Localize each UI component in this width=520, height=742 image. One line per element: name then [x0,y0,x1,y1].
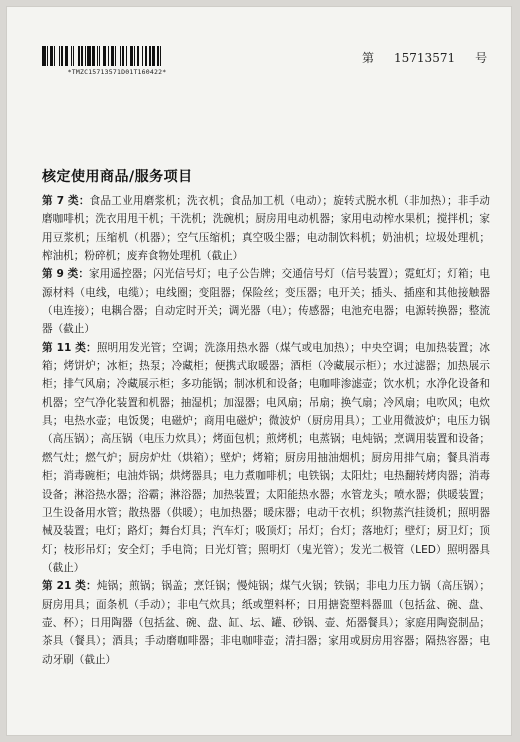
barcode-text: *TMZC15713571D01T160422* [67,68,167,76]
class-items: 食品工业用磨浆机；洗衣机；食品加工机（电动）；旋转式脱水机（非加热）；非手动磨咖啡机；洗衣用甩干机；干洗机；洗碗机；厨房用电动机器；家用电动榨水果机；搅拌机；家用豆浆机；压缩机（机器）；空气压缩机；真空吸尘器；电动制饮料机；奶油机；垃圾处理机；榨油机；粉碎机；废弃食物处理机（截止） [42,195,490,263]
registration-number [362,49,487,66]
class-label: 第 11 类： [42,341,97,354]
goods-list [42,192,490,669]
page-title: 核定使用商品/服务项目 [42,169,193,185]
certificate-page [6,6,512,736]
class-items: 照明用发光管；空调；洗涤用热水器（煤气或电加热）；中央空调；电加热装置；冰箱；烤饼炉；冰柜；热泵；冷藏柜；便携式取暖器；酒柜（冷藏展示柜）；水过滤器；加热展示柜；排气风扇；冷藏展示柜；多功能锅；制冰机和设备；电咖啡渗滤壶；饮水机；水净化设备和机器；空气净化装置和机器；抽湿机；加湿器；电风扇；吊扇；换气扇；冷风扇；电吹风；电炊具；电热水壶；电饭煲；电磁炉；商用电磁炉；微波炉（厨房用具）；工业用微波炉；电压力锅（高压锅）；高压锅（电压力炊具）；烤面包机；煎烤机；电蒸锅；电炖锅；烹调用装置和设备；燃气灶；燃气炉；厨房炉灶（烘箱）；壁炉；烤箱；厨房用抽油烟机；厨房用排气扇；餐具消毒柜；消毒碗柜；电油炸锅；烘烤器具；电力煮咖啡机；电铁锅；太阳灶；电热翻转烤肉器；消毒设备；淋浴热水器；浴霸；淋浴器；加热装置；太阳能热水器；水管龙头；喷水器；供暖装置；卫生设备用水管；散热器（供暖）；电加热器；暖床器；电动干衣机；织物蒸汽挂烫机；照明器械及装置；电灯；路灯；舞台灯具；汽车灯；吸顶灯；吊灯；台灯；落地灯；壁灯；厨卫灯；顶灯；枝形吊灯；安全灯；手电筒；日光灯管；照明灯（鬼光管）；发光二极管（LED）照明器具（截止） [42,341,490,574]
class-label: 第 21 类： [42,580,97,593]
reg-number-value: 15713571 [394,51,456,65]
barcode-block [42,46,192,76]
class-items: 炖锅；煎锅；锅盖；烹饪锅；慢炖锅；煤气火锅；铁锅；非电力压力锅（高压锅）；厨房用具；面条机（手动）；非电气炊具；纸或塑料杯；日用搪瓷塑料器皿（包括盆、碗、盘、壶、杯）；日用陶器（包括盆、碗、盘、缸、坛、罐、砂锅、壶、炻器餐具）；家庭用陶瓷制品；茶具（餐具）；酒具；手动磨咖啡器；非电咖啡壶；清扫器；家用或厨房用容器；隔热容器；电动牙刷（截止） [42,580,490,666]
barcode-image [42,46,192,66]
class-11-paragraph [42,339,490,577]
class-21-paragraph [42,577,490,669]
class-label: 第 7 类： [42,195,90,207]
reg-prefix: 第 [362,51,375,65]
class-items: 家用遥控器；闪光信号灯；电子公告牌；交通信号灯（信号装置）；霓虹灯；灯箱；电源材料（电线，电缆）；电线圈；变阻器；保险丝；变压器；电开关；插头、插座和其他接触器（电连接）；电耦合器；自动定时开关；调光器（电）；传感器；电池充电器；电源转换器；整流器（截止） [42,268,490,336]
class-9-paragraph [42,265,490,338]
class-7-paragraph [42,192,490,265]
reg-suffix: 号 [475,51,488,65]
class-label: 第 9 类： [42,268,90,281]
